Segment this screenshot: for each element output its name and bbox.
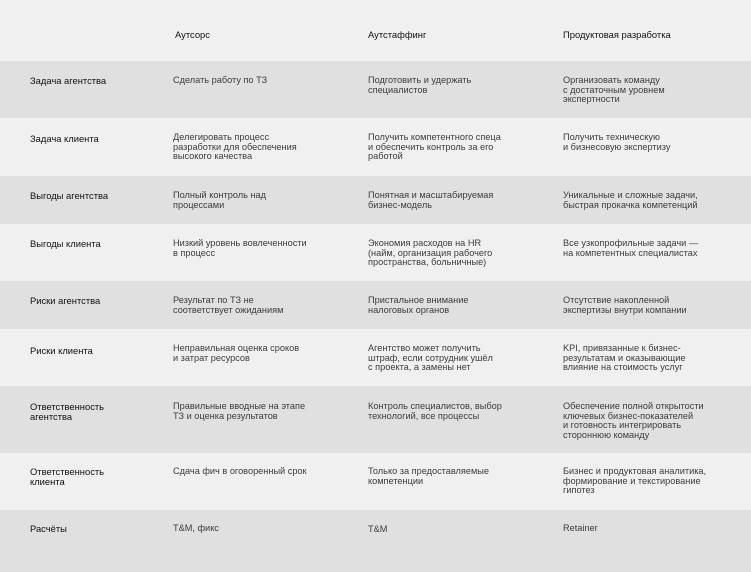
table-row [0, 453, 751, 510]
cell-outstaff: Экономия расходов на HR (найм, организация рабочего пространства, больничные) [368, 238, 493, 268]
cell-outsource: Результат по ТЗ не соответствует ожиданиям [173, 295, 284, 315]
cell-outsource: Сдача фич в оговоренный срок [173, 466, 307, 476]
table-row [0, 281, 751, 329]
row-label: Ответственность агентства [30, 401, 105, 422]
cell-product: Отсутствие накопленной экспертизы внутри компании [563, 295, 687, 315]
table-row [0, 176, 751, 224]
row-label: Выгоды агентства [30, 190, 109, 201]
cell-outsource: T&M, фикс [173, 523, 219, 533]
cell-outstaff: Пристальное внимание налоговых органов [368, 295, 469, 315]
cell-outsource: Правильные вводные на этапе ТЗ и оценка результатов [173, 401, 306, 421]
table-row [0, 329, 751, 386]
cell-outsource: Делегировать процесс разработки для обеспечения высокого качества [173, 132, 297, 162]
row-label: Риски агентства [30, 295, 101, 306]
cell-outstaff: Только за предоставляемые компетенции [368, 466, 490, 486]
cell-outstaff: Подготовить и удержать специалистов [368, 75, 472, 95]
cell-outstaff: Понятная и масштабируемая бизнес-модель [368, 190, 494, 210]
row-label: Задача клиента [30, 133, 99, 144]
cell-product: Уникальные и сложные задачи, быстрая прокачка компетенций [563, 190, 698, 210]
row-label: Риски клиента [30, 345, 93, 356]
table-header-row [0, 0, 751, 61]
cell-outsource: Низкий уровень вовлеченности в процесс [173, 238, 307, 258]
cell-product: KPI, привязанные к бизнес- результатам и оказывающие влияние на стоимость услуг [563, 343, 686, 373]
row-label: Выгоды клиента [30, 238, 101, 249]
table-row [0, 510, 751, 572]
cell-outsource: Неправильная оценка сроков и затрат ресурсов [173, 343, 300, 363]
cell-outstaff: Получить компетентного спеца и обеспечить контроль за его работой [368, 132, 501, 162]
table-row [0, 61, 751, 118]
cell-outstaff: Контроль специалистов, выбор технологий, все процессы [368, 401, 502, 421]
cell-outstaff: Агентство может получить штраф, если сотрудник ушёл с проекта, а замены нет [368, 343, 493, 373]
table-row [0, 386, 751, 453]
header-product-development: Продуктовая разработка [563, 29, 671, 40]
header-outstaff: Аутстаффинг [368, 29, 427, 40]
row-label: Ответственность клиента [30, 466, 105, 487]
row-label: Задача агентства [30, 75, 107, 86]
table-row [0, 224, 751, 281]
cell-product: Обеспечение полной открытости ключевых бизнес-показателей и готовность интегрировать стороннюю команду [563, 401, 704, 440]
cell-product: Retainer [563, 523, 598, 533]
cell-outstaff: T&M [368, 524, 388, 534]
cell-outsource: Сделать работу по ТЗ [173, 75, 268, 85]
row-label: Расчёты [30, 523, 67, 534]
cell-outsource: Полный контроль над процессами [173, 190, 267, 210]
table-row [0, 118, 751, 176]
cell-product: Получить техническую и бизнесовую экспертизу [563, 132, 671, 152]
cell-product: Бизнес и продуктовая аналитика, формирование и текстирование гипотез [563, 466, 707, 496]
cell-product: Все узкопрофильные задачи — на компетентных специалистах [563, 238, 699, 258]
header-outsource: Аутсорс [175, 29, 210, 40]
cell-product: Организовать команду с достаточным уровнем экспертности [563, 75, 665, 105]
